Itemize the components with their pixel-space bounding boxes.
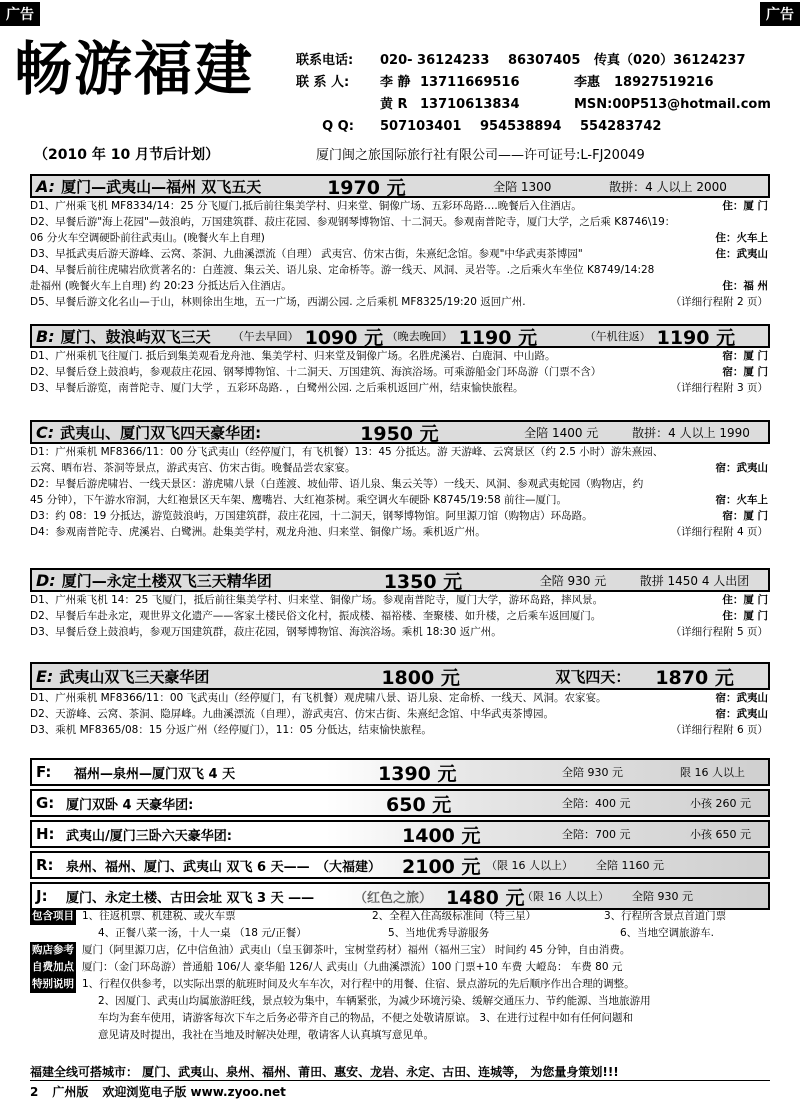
route-f	[30, 758, 770, 786]
edition-label: 广州版	[52, 1085, 89, 1099]
route-letter: G:	[36, 794, 55, 812]
itinerary-text: D2、早餐后登上鼓浪屿，参观菽庄花园、钢琴博物馆、十二洞天、万国建筑、海滨浴场。可乘游船金门环岛游（门票不含）	[30, 366, 602, 378]
qq-1: 507103401	[380, 119, 462, 134]
route-title: 武夷山、厦门双飞四天豪华团:	[60, 423, 262, 442]
overnight-location: 住：厦 门	[722, 594, 768, 606]
itinerary-text: D1、广州乘飞机 14：25 飞厦门，抵后前往集美学村、归来堂、铜像广场。参观南普陀寺，厦门大学，游环岛路，摔风景。	[30, 594, 604, 606]
route-e-itinerary	[30, 690, 770, 738]
route-limit: 限 16 人以上	[680, 766, 745, 779]
tel-number-2: 86307405	[508, 53, 581, 68]
optional-text: 厦门：（金门环岛游）普通船 106/人 豪华船 126/人 武夷山（九曲溪漂流）100 门票+10 车费 大嶝岛： 车费 80 元	[82, 961, 623, 973]
itinerary-line	[30, 460, 770, 476]
route-title: 厦门双卧 4 天豪华团:	[66, 797, 194, 813]
route-price: 1800 元	[381, 666, 460, 689]
itinerary-line	[30, 198, 770, 214]
person-label: 联 系 人:	[296, 75, 350, 90]
overnight-location: 住：厦 门	[722, 200, 768, 212]
note-line: 意见请及时提出，我社在当地及时解决处理，敬请客人认真填写意见单。	[98, 1029, 434, 1041]
itinerary-line	[30, 230, 770, 246]
itinerary-line	[30, 476, 770, 492]
route-d	[30, 568, 770, 640]
route-title: 武夷山/厦门三卧六天豪华团:	[66, 828, 232, 844]
note-line: 2、因厦门、武夷山均属旅游旺线，景点较为集中，车辆紧张，为减少环境污染、缓解交通压力、节约能源、当地旅游用	[98, 995, 651, 1007]
cities-banner: 福建全线可搭城市： 厦门、武夷山、泉州、福州、莆田、惠安、龙岩、永定、古田、连城等， 为您量身策划!!!	[30, 1063, 770, 1081]
route-price-1: 1090 元	[304, 326, 384, 348]
route-title: 厦门、鼓浪屿双飞三天	[60, 327, 211, 346]
included-label: 包含项目	[30, 908, 76, 925]
route-full-escort: 全陪：400 元	[562, 797, 631, 810]
route-title: 厦门、永定土楼、古田会址 双飞 3 天 ——	[66, 890, 315, 906]
itinerary-line	[30, 608, 770, 624]
route-a	[30, 174, 770, 310]
included-item: 3、行程所含景点首道门票	[604, 910, 727, 922]
person-2-phone: 18927519216	[614, 75, 714, 90]
tel-label: 联系电话:	[296, 53, 354, 68]
overnight-location: 宿：厦 门	[722, 366, 768, 378]
logo-title: 畅游福建	[14, 35, 255, 103]
person-2: 李惠	[574, 75, 601, 90]
route-b-header	[30, 324, 770, 348]
page-number: 2	[30, 1084, 39, 1099]
route-letter: E:	[36, 666, 54, 686]
route-note: （限 16 人以上）	[486, 859, 573, 872]
route-price: 650 元	[386, 793, 452, 816]
route-r	[30, 851, 770, 879]
included-item: 5、当地优秀导游服务	[388, 927, 490, 939]
overnight-location: 宿：武夷山	[715, 708, 768, 720]
route-h	[30, 820, 770, 848]
person-3-phone: 13710613834	[420, 97, 520, 112]
website-link[interactable]: 欢迎浏览电子版 www.zyoo.net	[102, 1085, 286, 1099]
ad-tag-right: 广告	[760, 2, 800, 26]
itinerary-text: 云窝、晒布岩、茶洞等景点，游武夷宫、仿宋古街。晚餐品尝农家宴。	[30, 462, 356, 474]
overnight-location: 宿：厦 门	[722, 350, 768, 362]
route-e-header	[30, 662, 770, 690]
route-title: 泉州、福州、厦门、武夷山 双飞 6 天——	[66, 859, 310, 875]
itinerary-text: D2、天游峰、云窝、茶洞、隐屏峰。九曲溪漂流（自理），游武夷宫、仿宋古街、朱熹纪念馆、中华武夷茶博园。	[30, 708, 555, 720]
optional-label: 自费加点	[30, 959, 76, 976]
route-price-3: 1190 元	[656, 326, 736, 348]
route-price: 1400 元	[402, 824, 481, 847]
person-1: 李 静	[380, 75, 411, 90]
detail-page-note: （详细行程附 5 页）	[670, 626, 768, 638]
overnight-location: 住：武夷山	[715, 248, 768, 260]
fax-number: 传真（020）36124237	[594, 53, 746, 68]
route-full-escort: 全陪 930 元	[632, 890, 693, 903]
ad-tag-left: 广告	[0, 2, 40, 26]
route-tag: （红色之旅）	[354, 890, 433, 906]
qq-2: 954538894	[480, 119, 562, 134]
route-loose-price: 散拼：4 人以上 2000	[609, 179, 727, 194]
route-g	[30, 789, 770, 817]
person-1-phone: 13711669516	[420, 75, 520, 90]
route-j	[30, 882, 770, 910]
route-d-header	[30, 568, 770, 592]
itinerary-line	[30, 246, 770, 262]
route-price: 1480 元	[446, 886, 525, 909]
itinerary-text: D1、广州乘机飞往厦门. 抵后到集美观看龙舟池、集美学村、归来堂及铜像广场。名胜虎溪岩、白鹿洞、中山路。	[30, 350, 556, 362]
route-note-1: （午去早回）	[232, 330, 299, 343]
itinerary-text: D3：约 08：19 分抵达，游览鼓浪屿，万国建筑群，菽庄花园，十二洞天，钢琴博物馆。阿里源刀馆（购物店）环岛路。	[30, 510, 593, 522]
detail-page-note: （详细行程附 4 页）	[670, 526, 768, 538]
route-price-2: 1190 元	[458, 326, 538, 348]
route-price: 2100 元	[402, 855, 481, 878]
note-line: 车均为套车使用，请游客每次下车之后务必带齐自己的物品，不便之处敬请原谅。 3、在进行过程中如有任何问题和	[98, 1012, 634, 1024]
included-item: 2、全程入住高级标准间（特三星）	[372, 910, 537, 922]
route-title: 福州—泉州—厦门双飞 4 天	[74, 766, 236, 782]
person-3: 黄 R	[380, 97, 408, 112]
route-tag: （大福建）	[316, 859, 382, 875]
route-title: 武夷山双飞三天豪华团	[59, 667, 210, 686]
included-item: 6、当地空调旅游车.	[620, 927, 715, 939]
route-note-3: （午机往返）	[584, 330, 651, 343]
itinerary-line	[30, 262, 770, 278]
msn-address: MSN:00P513@hotmail.com	[574, 97, 771, 112]
itinerary-line	[30, 444, 770, 460]
agency-license: 厦门闽之旅国际旅行社有限公司——许可证号:L-FJ20049	[316, 148, 645, 163]
itinerary-line	[30, 294, 770, 310]
page-footer	[30, 1083, 286, 1100]
detail-page-note: （详细行程附 3 页）	[670, 382, 768, 394]
route-price: 1390 元	[378, 762, 457, 785]
itinerary-text: D2：早餐后游虎啸岩、一线天景区：游虎啸八景（白莲渡、坡仙带、语儿泉、集云关等）一线天、风洞、参观武夷蛇园（购物店，约	[30, 478, 644, 490]
route-loose-price: 散拼：4 人以上 1990	[632, 425, 750, 440]
plan-period: （2010 年 10 月节后计划）	[34, 147, 220, 163]
overnight-location: 宿：武夷山	[715, 462, 768, 474]
shopping-text: 厦门（阿里源刀店，亿中信鱼油）武夷山（皇玉御茶叶，宝树堂药材）福州（福州三宝） 时间约 45 分钟，自由消费。	[82, 944, 631, 956]
itinerary-line	[30, 524, 770, 540]
route-c-itinerary	[30, 444, 770, 540]
terms-block	[30, 908, 770, 1044]
route-full-escort: 全陪：700 元	[562, 828, 631, 841]
overnight-location: 住：厦 门	[722, 610, 768, 622]
route-title: 厦门—永定土楼双飞三天精华团	[61, 571, 272, 590]
itinerary-text: D2、早餐后车赴永定，观世界文化遗产——客家土楼民俗文化村，振成楼、福裕楼、奎聚楼、如升楼，之后乘车返回厦门。	[30, 610, 602, 622]
route-short-list	[30, 758, 770, 913]
itinerary-text: D1：广州乘机 MF8366/11：00 分飞武夷山（经停厦门，有飞机餐）13：45 分抵达。游 天游峰、云窝景区（约 2.5 小时）游朱熹园、	[30, 446, 664, 458]
itinerary-line	[30, 706, 770, 722]
included-item: 1、往返机票、机建税、或火车票	[82, 910, 236, 922]
itinerary-text: D3、早餐后登上鼓浪屿，参观万国建筑群，菽庄花园，钢琴博物馆、海滨浴场。乘机 18:30 返广州。	[30, 626, 502, 638]
qq-label: Q Q:	[322, 119, 354, 134]
itinerary-line	[30, 348, 770, 364]
route-a-itinerary	[30, 198, 770, 310]
route-price: 1350 元	[383, 570, 463, 592]
route-loose-price: 散拼 1450 4 人出团	[639, 573, 750, 588]
route-letter: A:	[36, 176, 56, 196]
itinerary-line	[30, 690, 770, 706]
route-price: 1970 元	[327, 176, 406, 198]
itinerary-text: D4：参观南普陀寺、虎溪岩、白鹭洲。赴集美学村，观龙舟池、归来堂、铜像广场。乘机返广州。	[30, 526, 486, 538]
route-child-price: 小孩 650 元	[690, 828, 751, 841]
route-full-escort: 全陪 930 元	[539, 573, 607, 588]
itinerary-text: D3、早餐后游览，南普陀寺、厦门大学 ，五彩环岛路. ，白鹭州公园. 之后乘机返回广州，结束愉快旅程。	[30, 382, 524, 394]
route-letter: F:	[36, 763, 52, 781]
notes-label: 特别说明	[30, 976, 76, 993]
note-line: 1、行程仅供参考，以实际出票的航班时间及火车车次，对行程中的用餐、住宿、景点游玩的先后顺序作出合理的调整。	[82, 978, 635, 990]
itinerary-text: D1、广州乘飞机 MF8334/14：25 分飞厦门,抵后前往集美学村、归来堂、铜像广场、五彩环岛路….晚餐后入住酒店。	[30, 200, 582, 212]
route-b-itinerary	[30, 348, 770, 396]
route-price: 1950 元	[360, 422, 439, 444]
route-title: 厦门—武夷山—福州 双飞五天	[61, 177, 262, 196]
itinerary-text: D1、广州乘机 MF8366/11：00 飞武夷山（经停厦门，有飞机餐）观虎啸八景、语儿泉、定命桥、一线天、风洞。农家宴。	[30, 692, 607, 704]
route-full-escort: 全陪 1400 元	[524, 425, 599, 440]
itinerary-line	[30, 508, 770, 524]
route-full-escort: 全陪 1160 元	[596, 859, 664, 872]
qq-3: 554283742	[580, 119, 662, 134]
contact-block	[296, 50, 776, 138]
route-letter: H:	[36, 825, 55, 843]
itinerary-line	[30, 624, 770, 640]
route-b	[30, 324, 770, 396]
route-letter: C:	[36, 422, 55, 442]
itinerary-line	[30, 278, 770, 294]
route-a-header	[30, 174, 770, 198]
shopping-label: 购店参考	[30, 942, 76, 959]
route-full-escort: 全陪 930 元	[562, 766, 623, 779]
itinerary-text: D2、早餐后游"海上花园"—鼓浪屿，万国建筑群、菽庄花园、参观钢琴博物馆、十二洞天。参观南普陀寺，厦门大学，之后乘 K8746\19：	[30, 216, 676, 228]
itinerary-text: 45 分钟），下午游水帘洞，大红袍景区天车架、鹰嘴岩、大红袍茶树。乘空调火车硬卧 K8745/19:58 前往—厦门。	[30, 494, 568, 506]
route-note-2: （晚去晚回）	[386, 330, 453, 343]
itinerary-line	[30, 722, 770, 738]
overnight-location: 宿：厦 门	[722, 510, 768, 522]
itinerary-text: 06 分火车空调硬卧前往武夷山。(晚餐火车上自理)	[30, 232, 265, 244]
route-note: （限 16 人以上）	[522, 890, 609, 903]
itinerary-line	[30, 380, 770, 396]
overnight-location: 住：火车上	[715, 232, 768, 244]
itinerary-line	[30, 592, 770, 608]
itinerary-text: D3、早抵武夷后游天游峰、云窝、茶洞、九曲溪漂流（自理） 武夷宫、仿宋古街，朱熹纪念馆。参观"中华武夷茶博园"	[30, 248, 583, 260]
route-child-price: 小孩 260 元	[690, 797, 751, 810]
itinerary-text: D4、早餐后前往虎啸岩欣赏著名的：白莲渡、集云关、语儿泉、定命桥等。游一线天、风洞、灵岩等。.之后乘火车坐位 K8749/14:28	[30, 264, 655, 276]
itinerary-text: D3、乘机 MF8365/08：15 分返广州（经停厦门），11：05 分低达，结束愉快旅程。	[30, 724, 432, 736]
included-item: 4、正餐八菜一汤，十人一桌 （18 元/正餐）	[98, 927, 307, 939]
route-letter: J:	[36, 887, 48, 905]
route-letter: B:	[36, 326, 55, 346]
route-full-escort: 全陪 1300	[493, 179, 552, 194]
itinerary-line	[30, 492, 770, 508]
overnight-location: 宿：火车上	[715, 494, 768, 506]
route-d-itinerary	[30, 592, 770, 640]
itinerary-line	[30, 214, 770, 230]
detail-page-note: （详细行程附 2 页）	[670, 296, 768, 308]
route-note: 双飞四天：	[555, 667, 631, 686]
route-letter: D:	[36, 570, 56, 590]
itinerary-line	[30, 364, 770, 380]
route-c-header	[30, 420, 770, 444]
route-letter: R:	[36, 856, 54, 874]
route-c	[30, 420, 770, 540]
detail-page-note: （详细行程附 6 页）	[670, 724, 768, 736]
overnight-location: 宿：武夷山	[715, 692, 768, 704]
overnight-location: 住：福 州	[722, 280, 768, 292]
route-e	[30, 662, 770, 738]
tel-number: 020- 36124233	[380, 53, 490, 68]
itinerary-text: D5、早餐后游文化名山—于山，林则徐出生地，五一广场，西湖公园. 之后乘机 MF8325/19:20 返回广州.	[30, 296, 526, 308]
route-price-2: 1870 元	[655, 666, 734, 689]
itinerary-text: 赴福州 (晚餐火车上自理) 约 20:23 分抵达后入住酒店。	[30, 280, 292, 292]
